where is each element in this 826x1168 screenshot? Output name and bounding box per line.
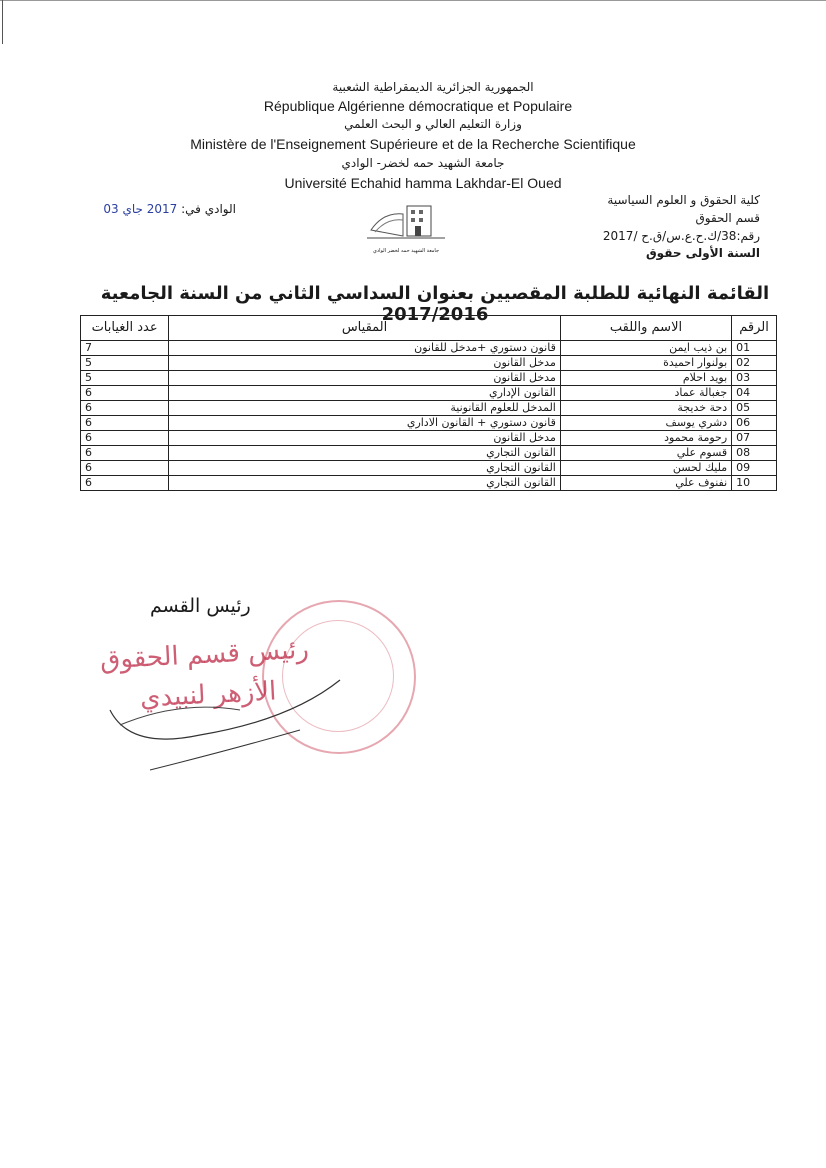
cell-absences: 6	[81, 431, 169, 446]
cell-name: دشري يوسف	[560, 416, 731, 431]
university-logo	[363, 200, 449, 254]
signature-label: رئيس القسم	[150, 595, 251, 617]
table-row	[81, 386, 777, 401]
col-header-absences: عدد الغيابات	[81, 316, 169, 341]
cell-module: القانون التجاري	[169, 461, 561, 476]
table-header-row	[81, 316, 777, 341]
cell-absences: 6	[81, 416, 169, 431]
header-fr-republic: République Algérienne démocratique et Populaire	[263, 98, 573, 114]
faculty-name: كلية الحقوق و العلوم السياسية	[607, 193, 760, 207]
header-ar-university: جامعة الشهيد حمه لخضر- الوادي	[341, 156, 505, 170]
cell-name: دحة خديجة	[560, 401, 731, 416]
cell-absences: 7	[81, 341, 169, 356]
cell-absences: 5	[81, 356, 169, 371]
table-row	[81, 371, 777, 386]
table-row	[81, 341, 777, 356]
header-fr-ministry: Ministère de l'Enseignement Supérieure et de la Recherche Scientifique	[190, 136, 636, 152]
cell-name: مليك لحسن	[560, 461, 731, 476]
logo-caption: جامعة الشهيد حمه لخضر الوادي	[372, 248, 440, 254]
cell-absences: 6	[81, 461, 169, 476]
table-row	[81, 461, 777, 476]
cell-absences: 6	[81, 476, 169, 491]
header-ar-republic: الجمهورية الجزائرية الديمقراطية الشعبية	[332, 80, 534, 94]
cell-name: جغبالة عماد	[560, 386, 731, 401]
cell-name: بولنوار احميدة	[560, 356, 731, 371]
cell-absences: 5	[81, 371, 169, 386]
cell-module: مدخل القانون	[169, 356, 561, 371]
table-row	[81, 476, 777, 491]
scan-left-edge	[2, 0, 3, 44]
cell-num: 08	[732, 446, 777, 461]
table-row	[81, 416, 777, 431]
date-value: 2017 جاي 03	[103, 202, 178, 216]
department-name: قسم الحقوق	[695, 211, 760, 225]
table-row	[81, 446, 777, 461]
handwritten-name: الأزهر لنبيدي	[139, 676, 278, 714]
table-row	[81, 356, 777, 371]
cell-num: 06	[732, 416, 777, 431]
table-row	[81, 401, 777, 416]
cell-name: بن ذيب ايمن	[560, 341, 731, 356]
cell-module: قانون دستوري + القانون الاداري	[169, 416, 561, 431]
cell-module: مدخل القانون	[169, 431, 561, 446]
reference-number: رقم:‎38‎/ك.ح.ع.س/ق.ح /2017	[602, 229, 760, 243]
cell-num: 07	[732, 431, 777, 446]
cell-num: 05	[732, 401, 777, 416]
year-level: السنة الأولى حقوق	[645, 246, 760, 260]
scan-top-edge	[0, 0, 826, 1]
cell-num: 10	[732, 476, 777, 491]
signature-stroke-icon	[90, 640, 370, 790]
cell-module: قانون دستوري +مدخل للقانون	[169, 341, 561, 356]
date-label: الوادي في:	[181, 202, 236, 216]
handwritten-title: رئيس قسم الحقوق	[99, 634, 310, 676]
university-logo-icon	[363, 200, 449, 250]
excluded-students-table	[80, 315, 777, 491]
cell-module: القانون التجاري	[169, 476, 561, 491]
cell-module: القانون الإداري	[169, 386, 561, 401]
cell-module: مدخل القانون	[169, 371, 561, 386]
cell-absences: 6	[81, 386, 169, 401]
document-title: القائمة النهائية للطلبة المقصيين بعنوان السداسي الثاني من السنة الجامعية 2017/2016	[100, 283, 770, 325]
cell-num: 01	[732, 341, 777, 356]
col-header-module: المقياس	[169, 316, 561, 341]
col-header-name: الاسم واللقب	[560, 316, 731, 341]
cell-num: 04	[732, 386, 777, 401]
col-header-num: الرقم	[732, 316, 777, 341]
cell-absences: 6	[81, 401, 169, 416]
cell-num: 09	[732, 461, 777, 476]
date-line	[66, 202, 236, 216]
cell-module: القانون التجاري	[169, 446, 561, 461]
table-row	[81, 431, 777, 446]
cell-absences: 6	[81, 446, 169, 461]
cell-name: نفنوف علي	[560, 476, 731, 491]
header-fr-university: Université Echahid hamma Lakhdar-El Oued	[284, 175, 562, 191]
cell-num: 03	[732, 371, 777, 386]
cell-module: المدخل للعلوم القانونية	[169, 401, 561, 416]
cell-num: 02	[732, 356, 777, 371]
cell-name: قسوم علي	[560, 446, 731, 461]
cell-name: بويد احلام	[560, 371, 731, 386]
header-ar-ministry: وزارة التعليم العالي و البحث العلمي	[344, 117, 522, 131]
cell-name: رحومة محمود	[560, 431, 731, 446]
